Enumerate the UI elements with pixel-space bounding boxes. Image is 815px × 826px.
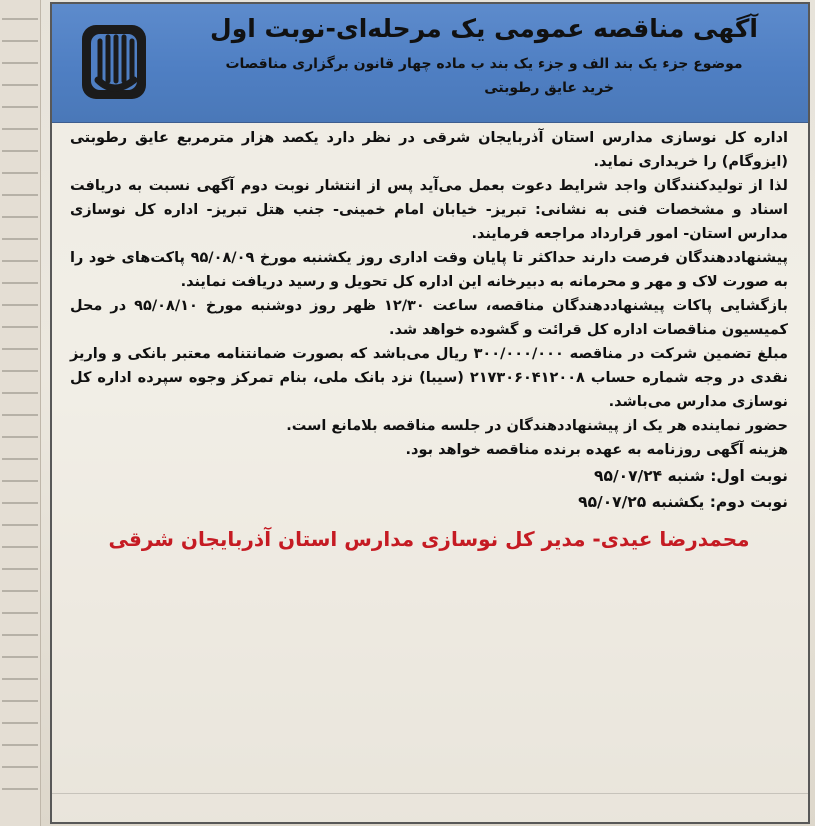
body-paragraph-5: مبلغ تضمین شرکت در مناقصه ۳۰۰/۰۰۰/۰۰۰ ریال می‌باشد که بصورت ضمانتنامه معتبر بانکی و واریز نقدی در وجه شماره حساب ۲۱۷۳۰۶۰۴۱۲۰۰۸ (سیبا) نزد بانک ملی، بنام تمرکز وجوه سپرده اداره کل نوسازی مدارس می‌باشد. (70, 346, 788, 410)
body-paragraph-7: هزینه آگهی روزنامه به عهده برنده مناقصه خواهد بود. (405, 442, 788, 458)
advertisement-item: خرید عایق رطوبتی (484, 80, 614, 96)
school-renovation-emblem-icon (74, 18, 154, 106)
ad-bottom-divider (52, 793, 808, 794)
advertisement-body (70, 126, 788, 554)
body-paragraph-2: لذا از تولیدکنندگان واجد شرایط دعوت بعمل می‌آید پس از انتشار نوبت دوم آگهی نسبت به دریافت اسناد و مشخصات فنی به نشانی: تبریز- خیابان امام خمینی- جنب هتل تبریز- اداره کل نوسازی مدارس استان- امور قرارداد مراجعه فرمایند. (70, 178, 788, 242)
header-text-block (204, 12, 764, 100)
advertisement-header (52, 4, 808, 123)
signature-line: محمدرضا عیدی- مدیر کل نوسازی مدارس استان آذربایجان شرقی (108, 527, 750, 551)
first-round-date: نوبت اول: شنبه ۹۵/۰۷/۲۴ (594, 467, 788, 485)
advertisement-subject: موضوع جزء یک بند الف و جزء یک بند ب ماده چهار قانون برگزاری مناقصات (225, 56, 743, 72)
tender-advertisement (50, 2, 810, 824)
body-paragraph-6: حضور نماینده هر یک از پیشنهاددهندگان در جلسه مناقصه بلامانع است. (286, 418, 788, 434)
second-round-date: نوبت دوم: یکشنبه ۹۵/۰۷/۲۵ (578, 493, 788, 511)
neighbor-column-fragment (0, 0, 41, 826)
body-paragraph-3: پیشنهاددهندگان فرصت دارند حداکثر تا پایان وقت اداری روز یکشنبه مورخ ۹۵/۰۸/۰۹ پاکت‌های خود را به صورت لاک و مهر و محرمانه به دبیرخانه این اداره کل تحویل و رسید دریافت نمایند. (70, 250, 788, 290)
advertisement-title: آگهی مناقصه عمومی یک مرحله‌ای-نوبت اول (210, 14, 758, 43)
body-paragraph-4: بازگشایی پاکات پیشنهاددهندگان مناقصه، ساعت ۱۲/۳۰ ظهر روز دوشنبه مورخ ۹۵/۰۸/۱۰ در محل کمیسیون مناقصات اداره کل قرائت و گشوده خواهد شد. (70, 298, 788, 338)
body-paragraph-1: اداره کل نوسازی مدارس استان آذربایجان شرقی در نظر دارد یکصد هزار مترمربع عایق رطوبتی (ایزوگام) را خریداری نماید. (70, 130, 788, 170)
